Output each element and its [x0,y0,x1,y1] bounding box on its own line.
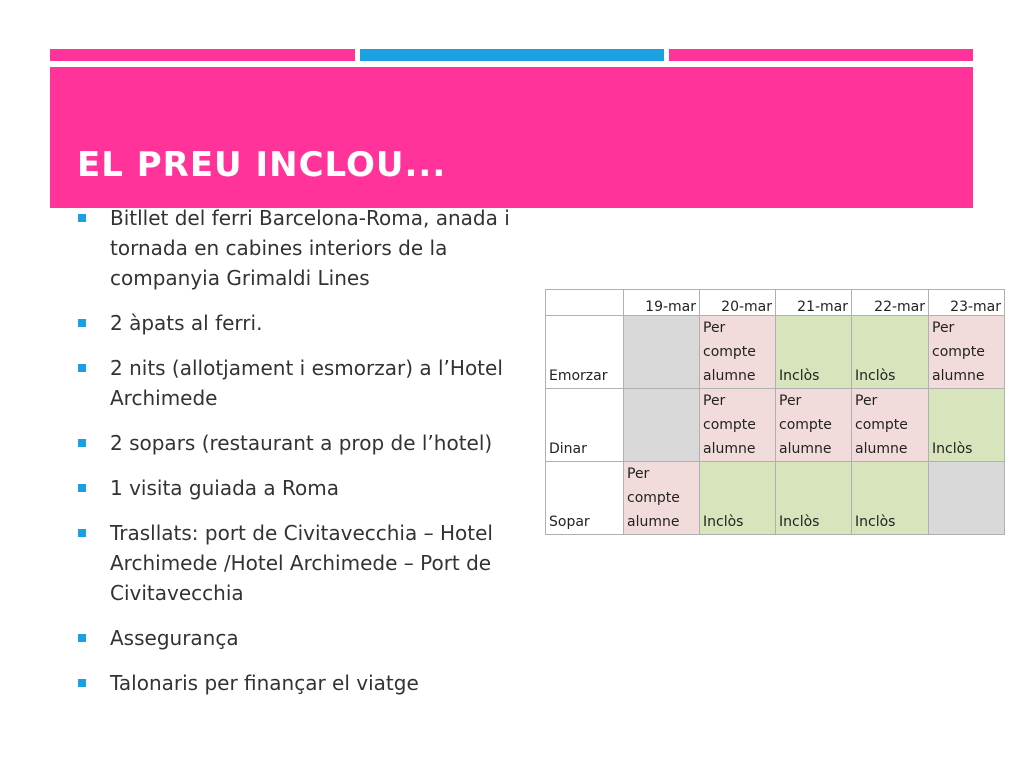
list-item [76,668,546,698]
title-banner [50,67,973,208]
table-cell: Per compte alumne [700,316,776,389]
square-bullet-icon [78,214,86,222]
column-header: 19-mar [624,290,700,316]
table-cell [624,316,700,389]
square-bullet-icon [78,439,86,447]
column-header: 20-mar [700,290,776,316]
meal-schedule-table [545,289,1004,534]
list-item-text: 1 visita guiada a Roma [110,476,339,500]
square-bullet-icon [78,484,86,492]
square-bullet-icon [78,319,86,327]
table-cell: Per compte alumne [852,389,929,462]
list-item [76,203,546,293]
table-header-row [546,290,1005,316]
table-cell: Inclòs [700,462,776,535]
list-item-text: Assegurança [110,626,239,650]
table-cell [624,389,700,462]
table-row [546,316,1005,389]
column-header: 21-mar [776,290,852,316]
accent-bar-left [50,49,355,61]
table-cell: Inclòs [776,316,852,389]
table-cell: Inclòs [776,462,852,535]
list-item-text: Bitllet del ferri Barcelona-Roma, anada i tornada en cabines interiors de la companyia Grimaldi Lines [110,206,510,290]
table-cell: Per compte alumne [776,389,852,462]
column-header: 22-mar [852,290,929,316]
list-item [76,308,546,338]
accent-bar-center [360,49,664,61]
column-header: 23-mar [929,290,1005,316]
square-bullet-icon [78,634,86,642]
table-cell: Per compte alumne [700,389,776,462]
list-item-text: 2 nits (allotjament i esmorzar) a l’Hotel Archimede [110,356,503,410]
row-label: Dinar [546,389,624,462]
slide-title: EL PREU INCLOU... [77,145,447,185]
table-cell: Inclòs [852,462,929,535]
row-label: Sopar [546,462,624,535]
table-cell: Per compte alumne [929,316,1005,389]
square-bullet-icon [78,364,86,372]
square-bullet-icon [78,679,86,687]
row-label: Emorzar [546,316,624,389]
table-cell [929,462,1005,535]
accent-bar-right [669,49,973,61]
list-item [76,623,546,653]
square-bullet-icon [78,529,86,537]
list-item [76,473,546,503]
meal-table [545,289,1005,535]
table-row [546,462,1005,535]
table-cell: Inclòs [852,316,929,389]
list-item [76,428,546,458]
list-item-text: 2 sopars (restaurant a prop de l’hotel) [110,431,493,455]
list-item [76,353,546,413]
table-row [546,389,1005,462]
column-header [546,290,624,316]
list-item [76,518,546,608]
table-cell: Inclòs [929,389,1005,462]
list-item-text: Talonaris per finançar el viatge [110,671,419,695]
list-item-text: Trasllats: port de Civitavecchia – Hotel Archimede /Hotel Archimede – Port de Civitavecchia [110,521,493,605]
list-item-text: 2 àpats al ferri. [110,311,263,335]
included-items-list [76,203,546,713]
table-cell: Per compte alumne [624,462,700,535]
